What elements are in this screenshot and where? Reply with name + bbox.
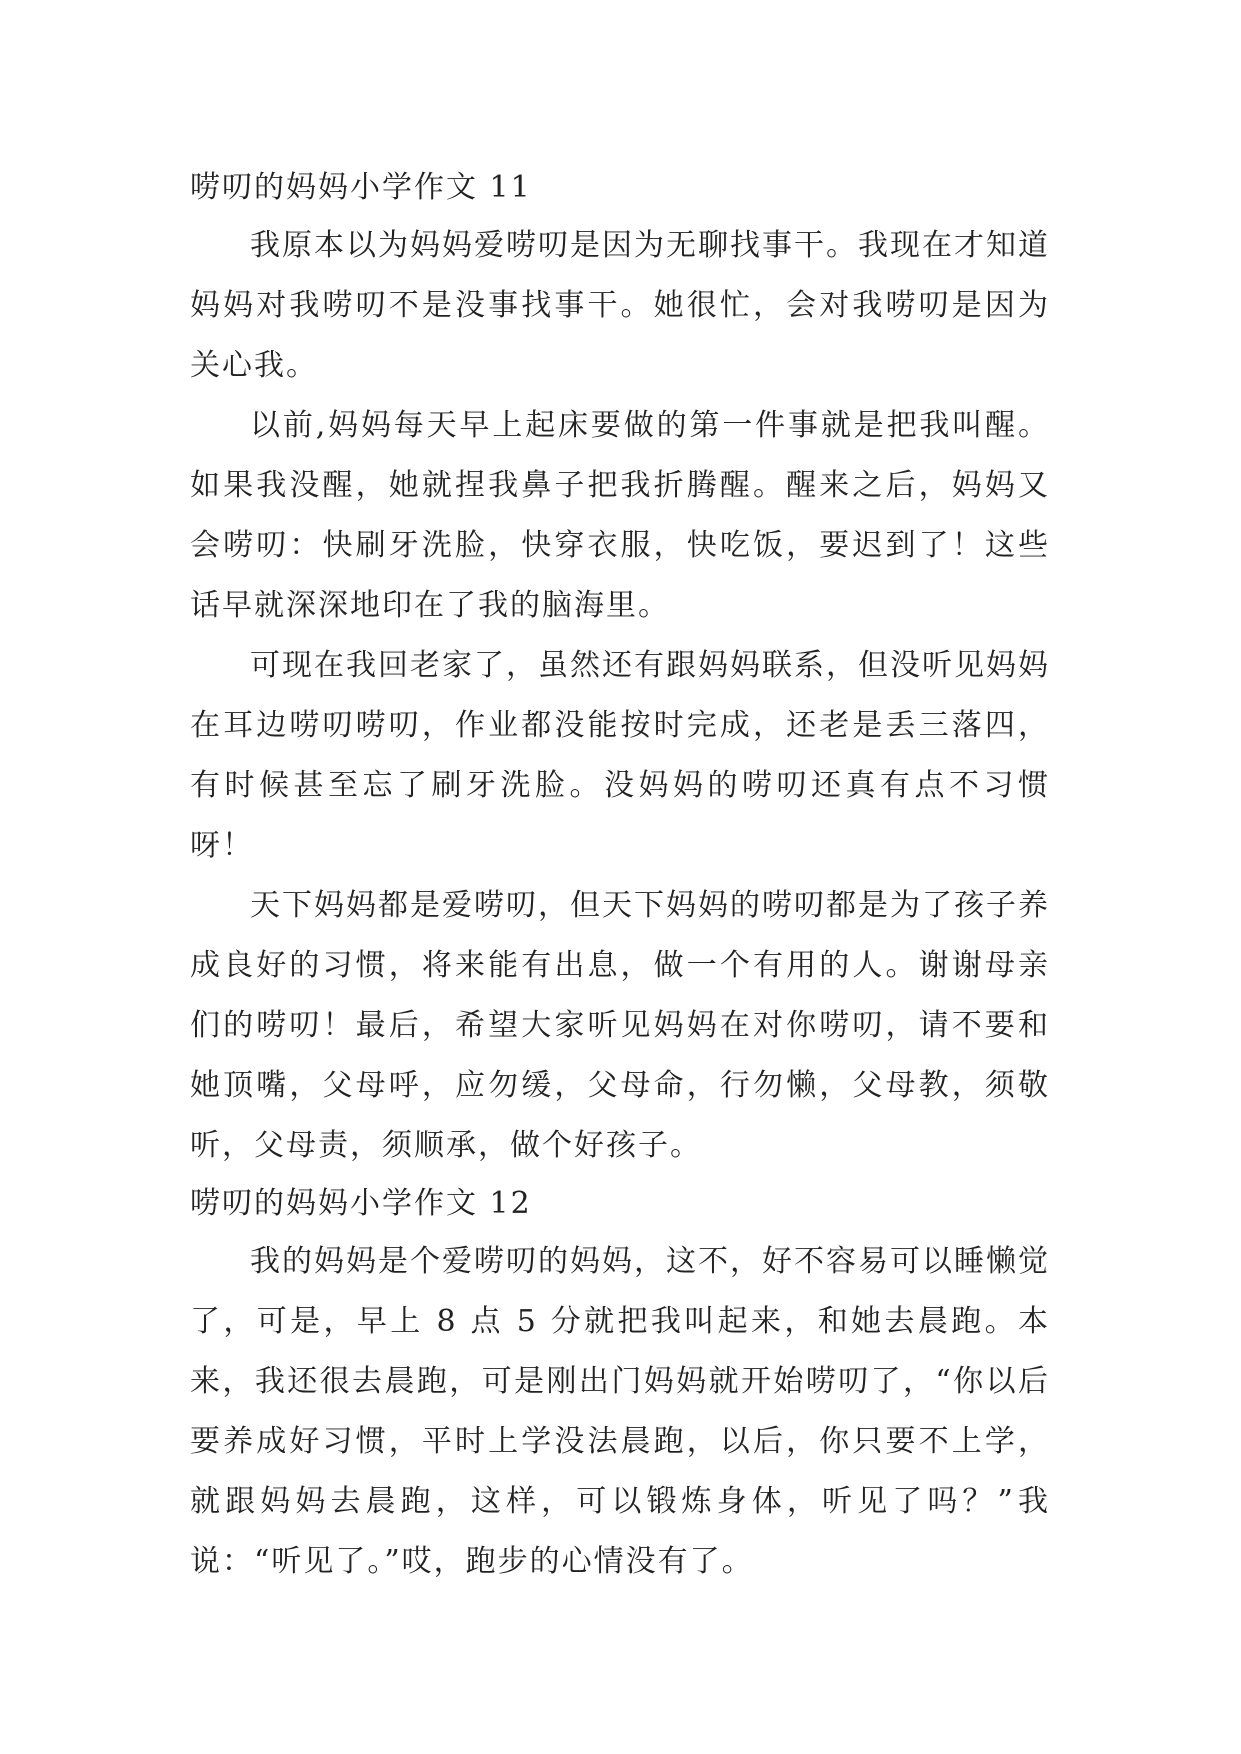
essay-title: 唠叨的妈妈小学作文 12	[190, 1186, 532, 1221]
document-page	[190, 160, 1050, 1592]
paragraph: 我的妈妈是个爱唠叨的妈妈，这不，好不容易可以睡懒觉了，可是，早上 8 点 5 分就把我叫起来，和她去晨跑。本来，我还很去晨跑，可是刚出门妈妈就开始唠叨了，“你以后要养成好习惯，平时上学没法晨跑，以后，你只要不上学，就跟妈妈去晨跑，这样，可以锻炼身体，听见了吗？”我说：“听见了。”哎，跑步的心情没有了。	[190, 1244, 1050, 1579]
paragraph: 可现在我回老家了，虽然还有跟妈妈联系，但没听见妈妈在耳边唠叨唠叨，作业都没能按时完成，还老是丢三落四，有时候甚至忘了刷牙洗脸。没妈妈的唠叨还真有点不习惯呀！	[190, 648, 1050, 863]
paragraph: 以前,妈妈每天早上起床要做的第一件事就是把我叫醒。如果我没醒，她就捏我鼻子把我折腾醒。醒来之后，妈妈又会唠叨：快刷牙洗脸，快穿衣服，快吃饭，要迟到了！这些话早就深深地印在了我的脑海里。	[190, 408, 1050, 623]
paragraph: 我原本以为妈妈爱唠叨是因为无聊找事干。我现在才知道妈妈对我唠叨不是没事找事干。她很忙，会对我唠叨是因为关心我。	[190, 228, 1050, 383]
paragraph: 天下妈妈都是爱唠叨，但天下妈妈的唠叨都是为了孩子养成良好的习惯，将来能有出息，做一个有用的人。谢谢母亲们的唠叨！最后，希望大家听见妈妈在对你唠叨，请不要和她顶嘴，父母呼，应勿缓，父母命，行勿懒，父母教，须敬听，父母责，须顺承，做个好孩子。	[190, 888, 1050, 1163]
essay-title: 唠叨的妈妈小学作文 11	[190, 170, 532, 205]
